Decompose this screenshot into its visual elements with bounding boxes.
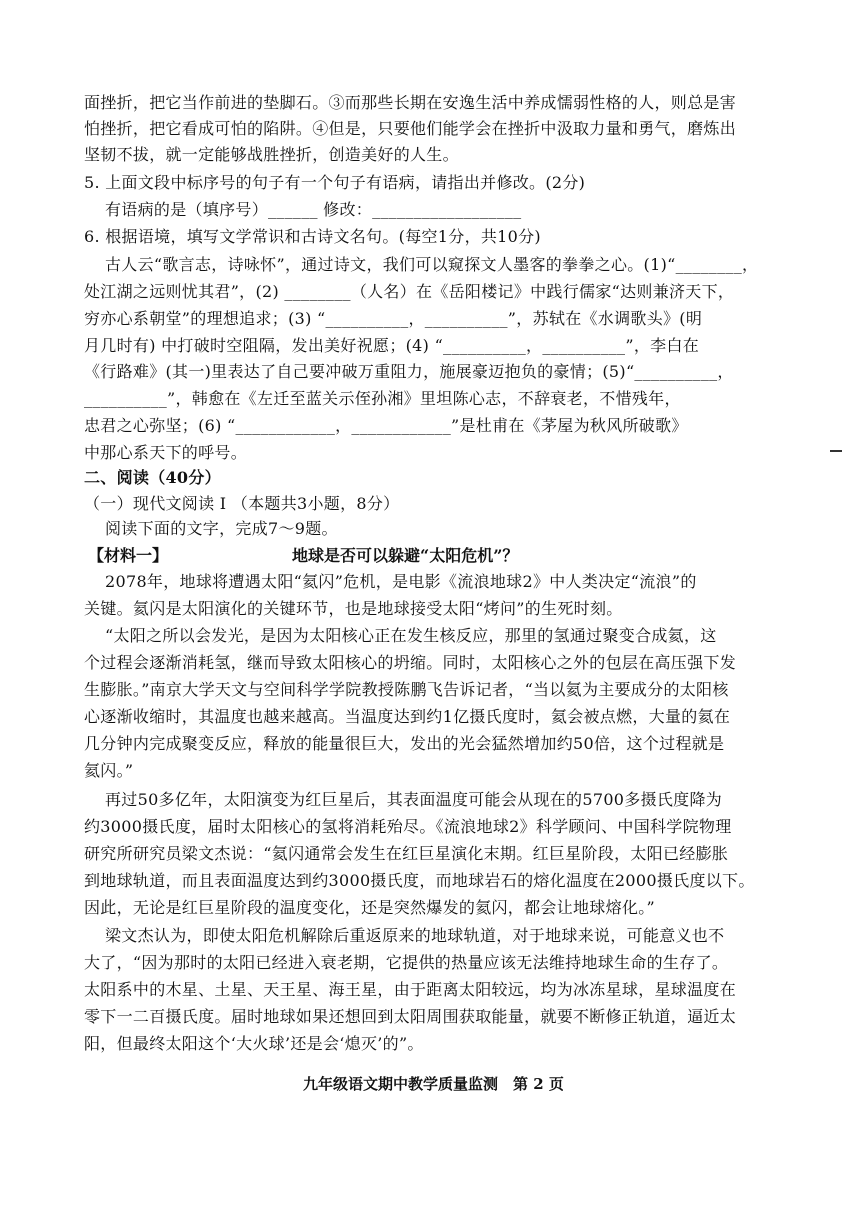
text-line: 几分钟内完成聚变反应，释放的能量很巨大，发出的光会猛然增加约50倍，这个过程就是	[84, 734, 725, 753]
text-line: 太阳系中的木星、土星、天王星、海王星，由于距离太阳较远，均为冰冻星球，星球温度在	[84, 980, 737, 999]
text-line: 心逐渐收缩时，其温度也越来越高。当温度达到约1亿摄氏度时，氦会被点燃，大量的氦在	[84, 707, 731, 726]
text-line: “太阳之所以会发光，是因为太阳核心正在发生核反应，那里的氢通过聚变合成氦，这	[105, 626, 717, 645]
text-line: 坚韧不拔，就一定能够战胜挫折，创造美好的人生。	[84, 145, 459, 164]
text-line: 阳，但最终太阳这个‘大火球’还是会‘熄灭’的”。	[84, 1034, 424, 1053]
text-line: __________”，韩愈在《左迁至蓝关示侄孙湘》里坦陈心志，不辞衰老，不惜残年，	[84, 389, 681, 408]
text-line: 中那心系天下的呼号。	[84, 443, 248, 462]
material-label: 【材料一】	[88, 546, 169, 565]
text-line: 因此，无论是红巨星阶段的温度变化，还是突然爆发的氦闪，都会让地球熔化。”	[84, 898, 655, 917]
text-line: 处江湖之远则忧其君”，(2) ________（人名）在《岳阳楼记》中践行儒家“达则兼济天下，	[84, 282, 735, 301]
text-line: 研究所研究员梁文杰说：“氦闪通常会发生在红巨星演化末期。红巨星阶段，太阳已经膨胀	[84, 844, 729, 863]
text-line: 零下一二百摄氏度。届时地球如果还想回到太阳周围获取能量，就要不断修正轨道，逼近太	[84, 1007, 737, 1026]
text-line: 关键。氦闪是太阳演化的关键环节，也是地球接受太阳“烤问”的生死时刻。	[84, 599, 623, 618]
question-5: 5. 上面文段中标序号的句子有一个句子有语病，请指出并修改。(2分)	[84, 173, 586, 192]
text-line: 怕挫折，把它看成可怕的陷阱。④但是，只要他们能学会在挫折中汲取力量和勇气，磨炼出	[84, 119, 737, 138]
section-heading: 二、阅读（40分）	[84, 468, 221, 487]
text-line: 大了，“因为那时的太阳已经进入衰老期，它提供的热量应该无法维持地球生命的生存了。	[84, 953, 729, 972]
text-line: 《行路难》(其一)里表达了自己要冲破万重阻力，施展豪迈抱负的豪情；(5)“__________，	[84, 362, 734, 381]
text-line: 忠君之心弥坚；(6) “____________，____________”是杜甫在《茅屋为秋风所破歌》	[84, 416, 688, 435]
text-line: 2078年，地球将遭遇太阳“氦闪”危机，是电影《流浪地球2》中人类决定“流浪”的	[105, 572, 697, 591]
article-title: 地球是否可以躲避“太阳危机”？	[292, 546, 519, 565]
margin-mark	[830, 450, 842, 452]
text-line: 面挫折，把它当作前进的垫脚石。③而那些长期在安逸生活中养成懦弱性格的人，则总是害	[84, 93, 737, 112]
instruction: 阅读下面的文字，完成7～9题。	[105, 519, 338, 538]
text-line: 月几时有) 中打破时空阻隔，发出美好祝愿；(4) “__________，__________”，李白在	[84, 336, 700, 355]
text-line: 生膨胀。”南京大学天文与空间科学学院教授陈鹏飞告诉记者，“当以氦为主要成分的太阳核	[84, 680, 729, 699]
subsection-heading: （一）现代文阅读 I （本题共3小题，8分）	[84, 494, 400, 513]
text-line: 再过50多亿年，太阳演变为红巨星后，其表面温度可能会从现在的5700多摄氏度降为	[105, 790, 723, 809]
text-line: 氦闪。”	[84, 761, 134, 780]
text-line: 古人云“歌言志，诗咏怀”，通过诗文，我们可以窥探文人墨客的拳拳之心。(1)“________，	[105, 255, 759, 274]
question-6: 6. 根据语境，填写文学常识和古诗文名句。(每空1分，共10分)	[84, 227, 541, 246]
text-line: 穷亦心系朝堂”的理想追求；(3) “__________，__________”，苏轼在《水调歌头》(明	[84, 309, 703, 328]
text-line: 到地球轨道，而且表面温度达到约3000摄氏度，而地球岩石的熔化温度在2000摄氏度以下。	[84, 871, 755, 890]
text-line: 个过程会逐渐消耗氢，继而导致太阳核心的坍缩。同时，太阳核心之外的包层在高压强下发	[84, 653, 737, 672]
page-footer: 九年级语文期中教学质量监测 第 2 页	[303, 1075, 564, 1093]
text-line: 约3000摄氏度，届时太阳核心的氢将消耗殆尽。《流浪地球2》科学顾问、中国科学院物理	[84, 817, 732, 836]
text-line: 梁文杰认为，即使太阳危机解除后重返原来的地球轨道，对于地球来说，可能意义也不	[105, 926, 725, 945]
question-5-answer-line: 有语病的是（填序号）______ 修改：__________________	[105, 200, 522, 219]
